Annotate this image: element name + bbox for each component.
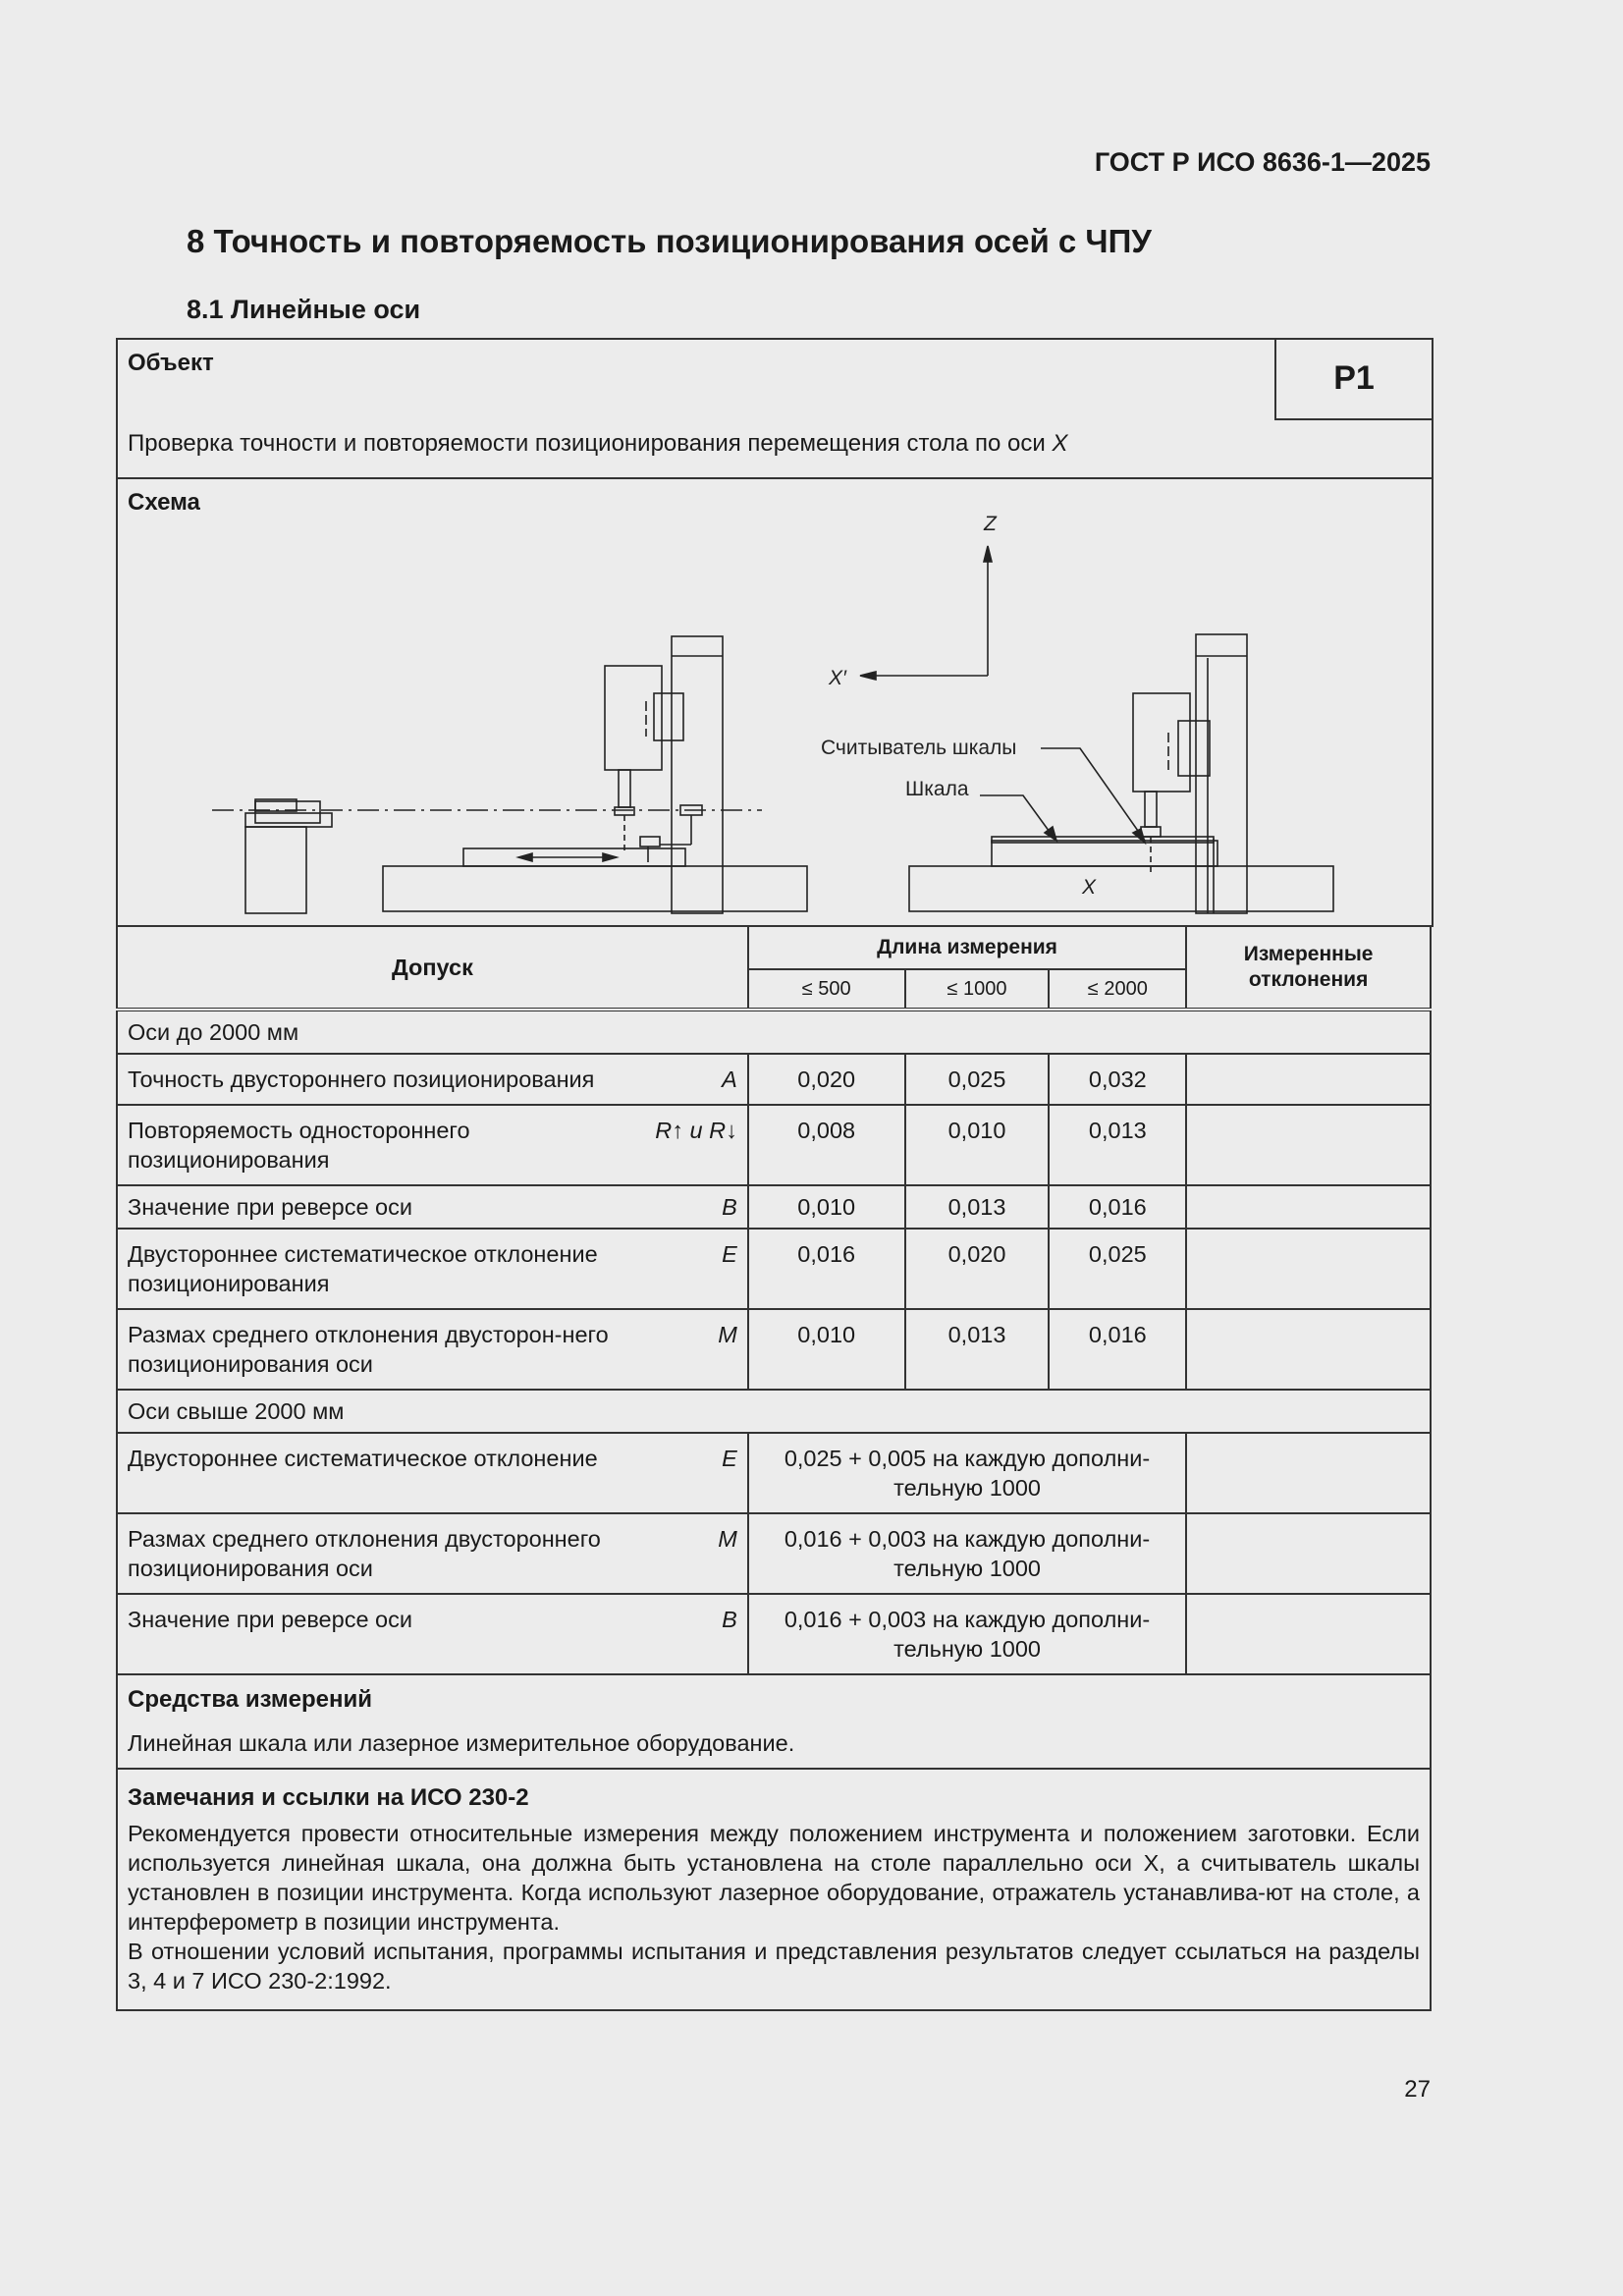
notes-paragraph-1: Рекомендуется провести относительные измерения между положением инструмента и положением заготовки. Если используется линейная шкала, она должна быть установлена на столе параллельно оси X, а считыватель шкалы установлен в позиции инструмента. Когда используют лазерное оборудование, отражатель устанавлива-ют на столе, а интерферометр в позиции инструмента. (128, 1821, 1420, 1935)
table-row (117, 1513, 1431, 1594)
measured-cell (1186, 1185, 1431, 1229)
scheme-drawing (116, 491, 1430, 923)
scale-label: Шкала (905, 778, 969, 800)
cell-value: 0,008 (748, 1105, 905, 1185)
table-row (117, 1229, 1431, 1309)
measured-cell (1186, 1433, 1431, 1513)
cell-value: 0,025 + 0,005 на каждую дополни-тельную 1000 (748, 1433, 1186, 1513)
measured-cell (1186, 1513, 1431, 1594)
cell-value: 0,016 (1049, 1309, 1186, 1390)
object-description: Проверка точности и повторяемости позиционирования перемещения стола по оси (128, 430, 1046, 457)
cell-value: 0,016 + 0,003 на каждую дополни-тельную 1000 (748, 1513, 1186, 1594)
cell-value: 0,032 (1049, 1054, 1186, 1105)
row-symbol: M (718, 1526, 737, 1552)
row-symbol: A (722, 1066, 737, 1092)
measured-cell (1186, 1229, 1431, 1309)
row-label: Размах среднего отклонения двустороннего позиционирования оси (128, 1526, 601, 1581)
cell-value: 0,013 (905, 1185, 1050, 1229)
group-header: Оси свыше 2000 мм (117, 1390, 1431, 1433)
cell-value: 0,016 (1049, 1185, 1186, 1229)
cell-value: 0,025 (905, 1054, 1050, 1105)
table-row (117, 1594, 1431, 1674)
measured-cell (1186, 1594, 1431, 1674)
object-text (128, 430, 1067, 458)
right-column (1196, 634, 1247, 913)
right-machine-bed (909, 866, 1333, 911)
measured-cell (1186, 1054, 1431, 1105)
left-machine-bed (383, 866, 807, 911)
notes-label: Замечания и ссылки на ИСО 230-2 (128, 1784, 529, 1811)
object-label: Объект (128, 350, 214, 376)
table-row (117, 1309, 1431, 1390)
cell-value: 0,013 (905, 1309, 1050, 1390)
reader-label: Считыватель шкалы (821, 737, 1017, 759)
object-code: P1 (1333, 358, 1375, 397)
instruments-label: Средства измерений (128, 1686, 373, 1713)
cell-value: 0,010 (748, 1185, 905, 1229)
measured-cell (1186, 1309, 1431, 1390)
x-bed-label: X (1082, 876, 1097, 899)
notes-paragraph-2: В отношении условий испытания, программы испытания и представления результатов следует ссылаться на разделы 3, 4 и 7 ИСО 230-2:1992. (128, 1939, 1420, 1994)
instruments-section (117, 1674, 1431, 1769)
table-row (117, 1433, 1431, 1513)
cell-value: 0,016 (748, 1229, 905, 1309)
cell-value: 0,020 (905, 1229, 1050, 1309)
row-label: Двустороннее систематическое отклонение (128, 1446, 598, 1471)
standard-header: ГОСТ Р ИСО 8636-1—2025 (1094, 147, 1431, 177)
section-title: 8 Точность и повторяемость позиционирования осей с ЧПУ (187, 223, 1152, 259)
row-label: Размах среднего отклонения двусторон-него позиционирования оси (128, 1322, 609, 1377)
group-header: Оси до 2000 мм (117, 1010, 1431, 1054)
z-label: Z (984, 513, 997, 535)
cell-value: 0,013 (1049, 1105, 1186, 1185)
cell-value: 0,025 (1049, 1229, 1186, 1309)
object-box (116, 338, 1434, 479)
row-label: Двустороннее систематическое отклонение позиционирования (128, 1241, 598, 1296)
right-table (992, 841, 1217, 866)
row-symbol: R↑ и R↓ (655, 1118, 737, 1143)
col-2000: ≤ 2000 (1049, 969, 1186, 1010)
object-axis: X (1052, 430, 1068, 457)
right-spindle-head (1133, 693, 1190, 792)
cell-value: 0,010 (905, 1105, 1050, 1185)
xprime-label: X′ (829, 667, 846, 689)
length-header: Длина измерения (748, 926, 1186, 969)
measured-header: Измеренные отклонения (1186, 926, 1431, 1010)
row-symbol: B (722, 1607, 737, 1632)
cell-value: 0,016 + 0,003 на каждую дополни-тельную 1000 (748, 1594, 1186, 1674)
left-support-plate (245, 813, 332, 827)
notes-section (117, 1769, 1431, 2010)
table-row (117, 1054, 1431, 1105)
instruments-text: Линейная шкала или лазерное измерительное оборудование. (128, 1730, 795, 1756)
cell-value: 0,010 (748, 1309, 905, 1390)
object-code-box (1274, 338, 1432, 420)
row-label: Повторяемость одностороннего позиционирования (128, 1118, 470, 1173)
row-symbol: B (722, 1194, 737, 1220)
left-column (672, 636, 723, 913)
measured-cell (1186, 1105, 1431, 1185)
table-row (117, 1105, 1431, 1185)
tolerance-table (116, 925, 1432, 2011)
row-symbol: M (718, 1322, 737, 1347)
left-support-block (245, 827, 306, 913)
table-row (117, 1185, 1431, 1229)
col-500: ≤ 500 (748, 969, 905, 1010)
scheme-label: Схема (128, 489, 200, 516)
page-number: 27 (1404, 2076, 1431, 2103)
subsection-title: 8.1 Линейные оси (187, 295, 421, 324)
row-symbol: E (722, 1446, 737, 1471)
tolerance-header: Допуск (117, 926, 748, 1010)
cell-value: 0,020 (748, 1054, 905, 1105)
row-label: Значение при реверсе оси (128, 1194, 412, 1220)
row-symbol: E (722, 1241, 737, 1267)
row-label: Значение при реверсе оси (128, 1607, 412, 1632)
col-1000: ≤ 1000 (905, 969, 1050, 1010)
row-label: Точность двустороннего позиционирования (128, 1066, 595, 1092)
